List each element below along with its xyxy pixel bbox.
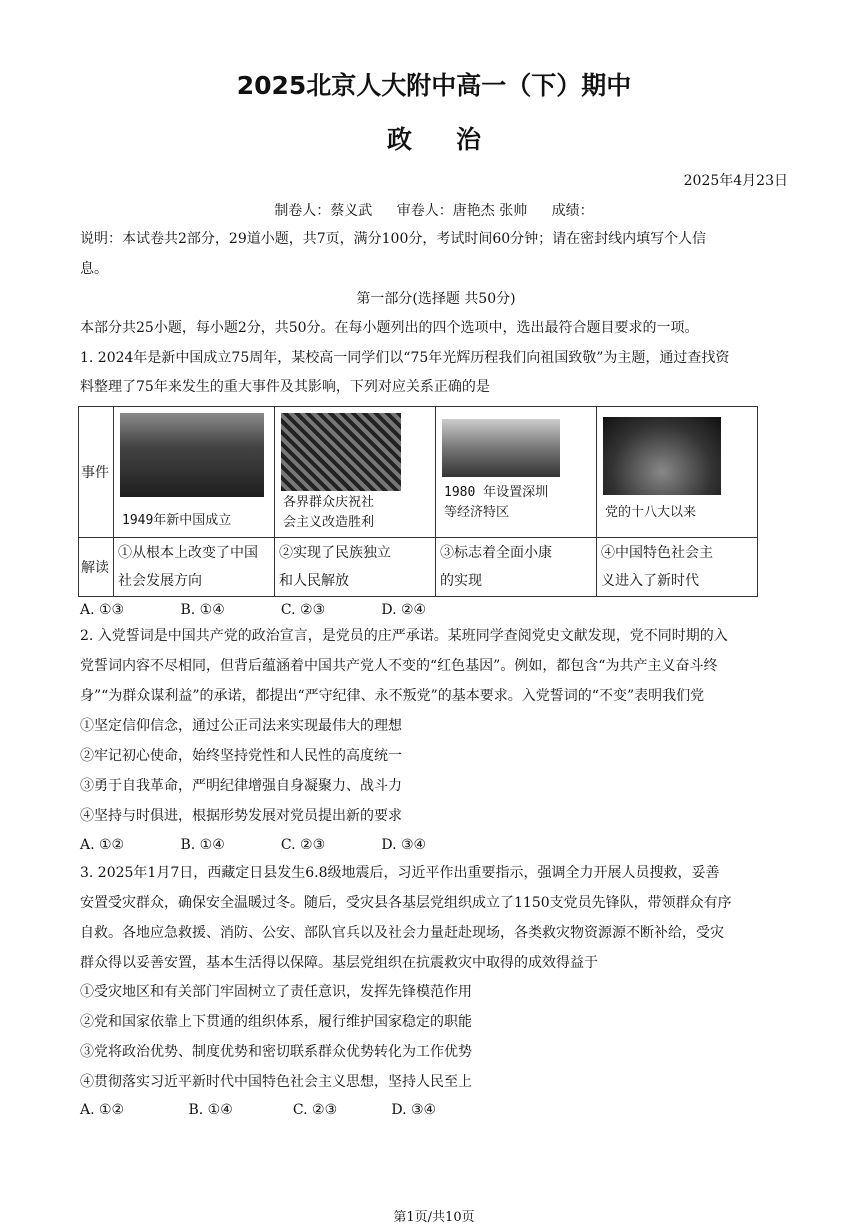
event-label: 事件	[79, 407, 114, 538]
interp-1b: 社会发展方向	[118, 573, 202, 589]
celebration-photo	[281, 413, 401, 491]
q1-option-b[interactable]: B. ①④	[180, 602, 225, 618]
q2-line-3: 身”“为群众谋利益”的承诺，都提出“严守纪律、永不叛党”的基本要求。入党誓词的“不变”表明我们党	[80, 688, 705, 704]
interp-2b: 和人民解放	[279, 573, 349, 589]
intro-line-1: 说明：本试卷共2部分，29道小题，共7页，满分100分，考试时间60分钟；请在密封线内填写个人信	[80, 231, 707, 247]
interp-4a: ④中国特色社会主	[601, 545, 713, 561]
interp-cell-1	[114, 538, 275, 597]
event-caption-4: 党的十八大以来	[605, 505, 697, 520]
event-image-2	[277, 409, 433, 535]
event-cell-1	[114, 407, 275, 538]
page-footer: 第1页/共10页	[393, 1210, 475, 1225]
event-caption-3a: 1980 年设置深圳	[444, 485, 549, 500]
q1-option-c[interactable]: C. ②③	[280, 602, 326, 618]
q1-option-a[interactable]: A. ①③	[80, 602, 125, 618]
event-cell-3	[436, 407, 597, 538]
event-caption-1: 1949年新中国成立	[122, 513, 232, 528]
q2-item-1: ①坚定信仰信念，通过公正司法来实现最伟大的理想	[80, 718, 402, 734]
shenzhen-photo	[442, 419, 560, 477]
congress-photo	[603, 417, 721, 495]
q3-line-2: 安置受灾群众，确保安全温暖过冬。随后，受灾县各基层党组织成立了1150支党员先锋队，带领群众有序	[80, 895, 732, 911]
interp-cell-4	[597, 538, 758, 597]
staff-line	[0, 200, 868, 220]
q2-option-c[interactable]: C. ②③	[280, 837, 326, 853]
q3-item-1: ①受灾地区和有关部门牢固树立了责任意识，发挥先锋模范作用	[80, 984, 472, 1000]
event-image-3	[438, 409, 594, 535]
q3-line-1: 3. 2025年1月7日，西藏定日县发生6.8级地震后，习近平作出重要指示，强调全力开展人员搜救，妥善	[80, 865, 720, 881]
event-cell-4	[597, 407, 758, 538]
q3-option-a[interactable]: A. ①②	[80, 1102, 125, 1118]
event-image-1	[116, 409, 272, 535]
events-row	[79, 407, 758, 538]
subject-title: 政治	[386, 125, 525, 154]
q2-option-d[interactable]: D. ③④	[381, 837, 427, 853]
part1-desc: 本部分共25小题，每小题2分，共50分。在每小题列出的四个选项中，选出最符合题目要求的一项。	[80, 320, 699, 336]
q3-option-c[interactable]: C. ②③	[292, 1102, 338, 1118]
interp-3b: 的实现	[440, 573, 482, 589]
event-caption-3b: 等经济特区	[444, 505, 510, 520]
event-caption-2b: 会主义改造胜利	[283, 515, 375, 530]
interp-1a: ①从根本上改变了中国	[118, 545, 258, 561]
q2-item-3: ③勇于自我革命，严明纪律增强自身凝聚力、战斗力	[80, 778, 402, 794]
q1-line-2: 料整理了75年来发生的重大事件及其影响，下列对应关系正确的是	[80, 379, 490, 395]
events-table	[78, 406, 758, 597]
q1-line-1: 1. 2024年是新中国成立75周年，某校高一同学们以“75年光辉历程我们向祖国致敬”为主题，通过查找资	[80, 350, 730, 366]
interp-cell-2	[275, 538, 436, 597]
q2-options	[80, 830, 792, 860]
q2-line-2: 党誓词内容不尽相同，但背后蕴涵着中国共产党人不变的“红色基因”。例如，都包含“为共产主义奋斗终	[80, 658, 718, 674]
score-field: 成绩：	[551, 203, 594, 219]
exam-title: 2025北京人大附中高一（下）期中	[236, 71, 632, 100]
q3-item-3: ③党将政治优势、制度优势和密切联系群众优势转化为工作优势	[80, 1044, 472, 1060]
q2-item-4: ④坚持与时俱进，根据形势发展对党员提出新的要求	[80, 808, 402, 824]
interp-2a: ②实现了民族独立	[279, 545, 391, 561]
intro-line-2: 息。	[80, 261, 108, 277]
interp-row	[79, 538, 758, 597]
event-image-4	[599, 409, 755, 535]
interp-cell-3	[436, 538, 597, 597]
maker: 制卷人：蔡义武	[274, 203, 373, 219]
q3-line-4: 群众得以妥善安置，基本生活得以保障。基层党组织在抗震救灾中取得的成效得益于	[80, 955, 598, 971]
q1-option-d[interactable]: D. ②④	[381, 602, 427, 618]
q2-line-1: 2. 入党誓词是中国共产党的政治宣言，是党员的庄严承诺。某班同学查阅党史文献发现，党不同时期的入	[80, 628, 728, 644]
q3-options	[80, 1095, 792, 1125]
event-caption-2a: 各界群众庆祝社	[283, 495, 375, 510]
interp-label: 解读	[79, 538, 114, 597]
q3-option-b[interactable]: B. ①④	[188, 1102, 233, 1118]
q3-line-3: 自救。各地应急救援、消防、公安、部队官兵以及社会力量赶赴现场，各类救灾物资源源不断补给，受灾	[80, 925, 724, 941]
interp-4b: 义进入了新时代	[601, 573, 699, 589]
q3-option-d[interactable]: D. ③④	[391, 1102, 437, 1118]
q2-item-2: ②牢记初心使命，始终坚持党性和人民性的高度统一	[80, 748, 402, 764]
part1-heading: 第一部分(选择题 共50分)	[356, 291, 516, 307]
tiananmen-photo	[120, 413, 264, 497]
q3-item-2: ②党和国家依靠上下贯通的组织体系，履行维护国家稳定的职能	[80, 1014, 472, 1030]
event-cell-2	[275, 407, 436, 538]
q2-option-b[interactable]: B. ①④	[180, 837, 225, 853]
q2-option-a[interactable]: A. ①②	[80, 837, 125, 853]
interp-3a: ③标志着全面小康	[440, 545, 552, 561]
exam-date: 2025年4月23日	[683, 173, 788, 189]
q3-item-4: ④贯彻落实习近平新时代中国特色社会主义思想，坚持人民至上	[80, 1074, 472, 1090]
reviewer: 审卷人：唐艳杰 张帅	[396, 203, 528, 219]
